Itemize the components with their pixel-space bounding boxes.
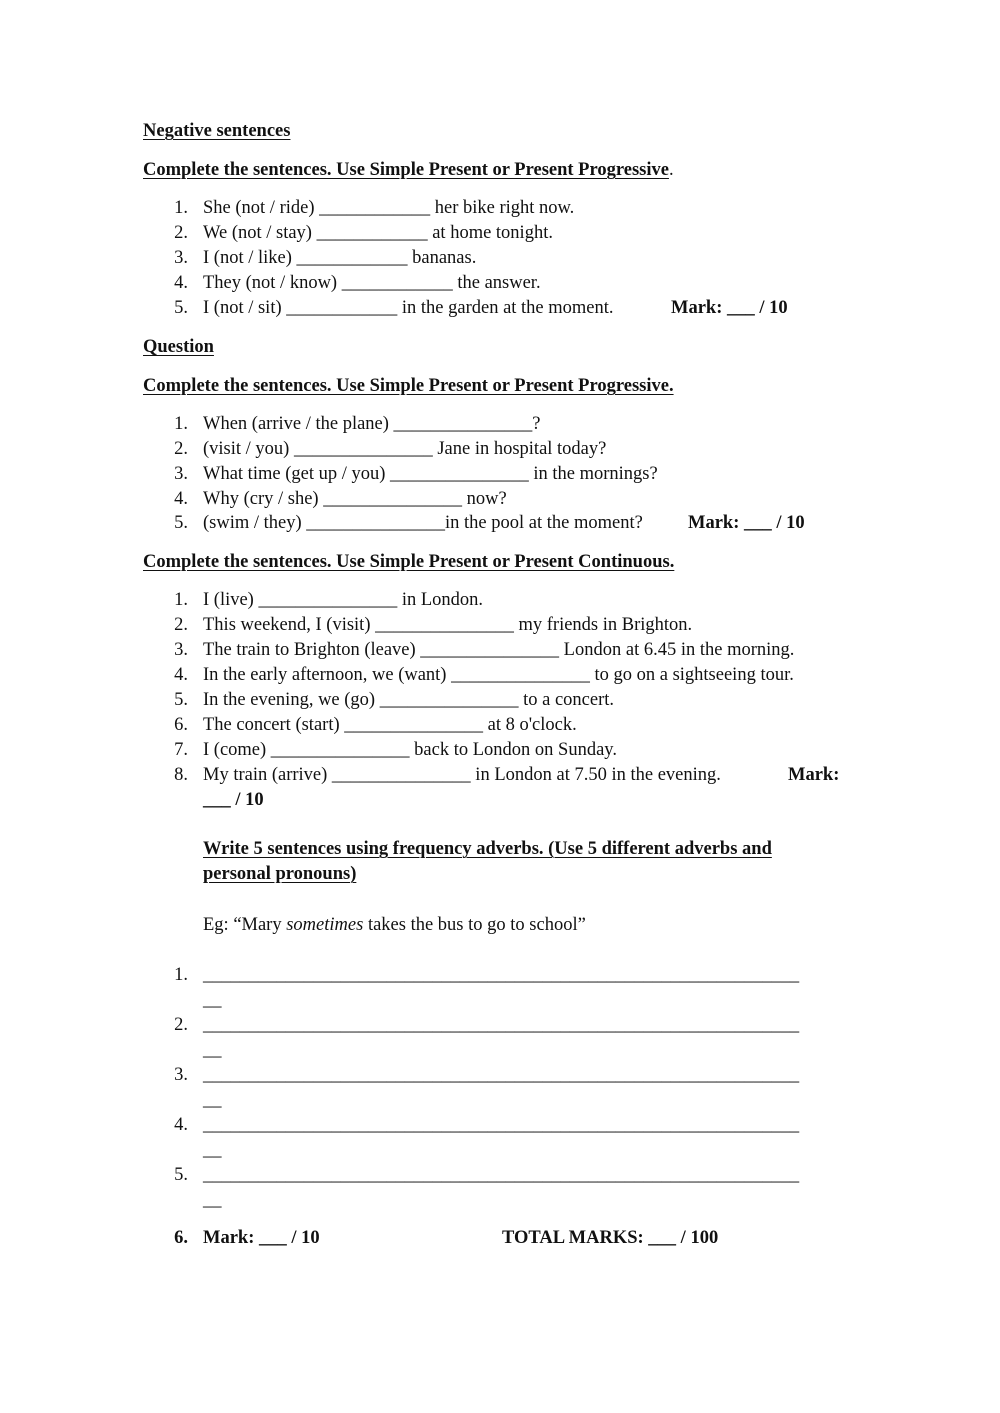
section-title-negative: Negative sentences <box>143 121 291 141</box>
exercise-item: (swim / they) _______________in the pool at the moment? <box>203 513 643 533</box>
section-title-question: Question <box>143 337 214 357</box>
exercise-item: When (arrive / the plane) _______________? <box>203 414 541 434</box>
item-number: 2. <box>174 223 188 243</box>
exercise-item: My train (arrive) _______________ in London at 7.50 in the evening. <box>203 765 721 785</box>
mark-score: Mark: ___ / 10 <box>203 1228 320 1248</box>
exercise-item: The concert (start) _______________ at 8 o'clock. <box>203 715 577 735</box>
exercise-item: (visit / you) _______________ Jane in hospital today? <box>203 439 607 459</box>
item-number: 1. <box>174 590 188 610</box>
item-number: 6. <box>174 715 188 735</box>
example-suffix: takes the bus to go to school” <box>363 915 586 935</box>
item-number: 5. <box>174 690 188 710</box>
answer-line-tail: __ <box>203 990 222 1010</box>
item-number: 4. <box>174 665 188 685</box>
item-number: 1. <box>174 414 188 434</box>
section-instruction-adverbs: Write 5 sentences using frequency adverbs. (Use 5 different adverbs and personal pronouns) <box>203 839 772 884</box>
instruction-text: Complete the sentences. Use Simple Present or Present Progressive <box>143 160 669 180</box>
answer-line-tail: __ <box>203 1090 222 1110</box>
mark-score: Mark: ___ / 10 <box>688 513 805 533</box>
line-number: 1. <box>174 965 188 985</box>
item-number: 1. <box>174 198 188 218</box>
exercise-item: This weekend, I (visit) _______________ my friends in Brighton. <box>203 615 693 635</box>
example-adverb: sometimes <box>286 915 364 935</box>
item-number: 3. <box>174 464 188 484</box>
answer-line[interactable]: _________________________________________________________________ <box>203 965 800 985</box>
line-number: 3. <box>174 1065 188 1085</box>
exercise-item: Why (cry / she) _______________ now? <box>203 489 507 509</box>
section-instruction-negative <box>143 161 674 180</box>
answer-line[interactable]: _________________________________________________________________ <box>203 1065 800 1085</box>
answer-line[interactable]: _________________________________________________________________ <box>203 1165 800 1185</box>
line-number: 2. <box>174 1015 188 1035</box>
item-number: 3. <box>174 248 188 268</box>
mark-score: ___ / 10 <box>203 790 264 810</box>
item-number: 8. <box>174 765 188 785</box>
item-number: 5. <box>174 298 188 318</box>
exercise-item: I (not / like) ____________ bananas. <box>203 248 477 268</box>
answer-line-tail: __ <box>203 1190 222 1210</box>
item-number: 7. <box>174 740 188 760</box>
section-instruction-continuous: Complete the sentences. Use Simple Present or Present Continuous. <box>143 552 675 572</box>
exercise-item: In the evening, we (go) _______________ to a concert. <box>203 690 615 710</box>
exercise-item: I (live) _______________ in London. <box>203 590 484 610</box>
exercise-item: I (not / sit) ____________ in the garden at the moment. <box>203 298 614 318</box>
mark-score: Mark: ___ / 10 <box>671 298 788 318</box>
exercise-item: I (come) _______________ back to London on Sunday. <box>203 740 617 760</box>
example-prefix: Eg: “Mary <box>203 915 287 935</box>
mark-label: Mark: <box>788 765 840 785</box>
exercise-item: We (not / stay) ____________ at home tonight. <box>203 223 553 243</box>
answer-line-tail: __ <box>203 1040 222 1060</box>
example-sentence <box>203 916 586 935</box>
section-instruction-question: Complete the sentences. Use Simple Present or Present Progressive. <box>143 376 674 396</box>
line-number: 5. <box>174 1165 188 1185</box>
total-marks: TOTAL MARKS: ___ / 100 <box>502 1228 719 1248</box>
item-number: 2. <box>174 615 188 635</box>
item-number: 5. <box>174 513 188 533</box>
item-number: 4. <box>174 273 188 293</box>
exercise-item: They (not / know) ____________ the answer. <box>203 273 541 293</box>
answer-line-tail: __ <box>203 1140 222 1160</box>
line-number: 4. <box>174 1115 188 1135</box>
answer-line[interactable]: _________________________________________________________________ <box>203 1115 800 1135</box>
exercise-item: What time (get up / you) _______________ in the mornings? <box>203 464 658 484</box>
answer-line[interactable]: _________________________________________________________________ <box>203 1015 800 1035</box>
item-number: 6. <box>174 1228 188 1248</box>
exercise-item: She (not / ride) ____________ her bike right now. <box>203 198 575 218</box>
exercise-item: The train to Brighton (leave) _______________ London at 6.45 in the morning. <box>203 640 795 660</box>
item-number: 2. <box>174 439 188 459</box>
item-number: 4. <box>174 489 188 509</box>
instruction-punct: . <box>668 160 674 180</box>
item-number: 3. <box>174 640 188 660</box>
exercise-item: In the early afternoon, we (want) _______________ to go on a sightseeing tour. <box>203 665 794 685</box>
